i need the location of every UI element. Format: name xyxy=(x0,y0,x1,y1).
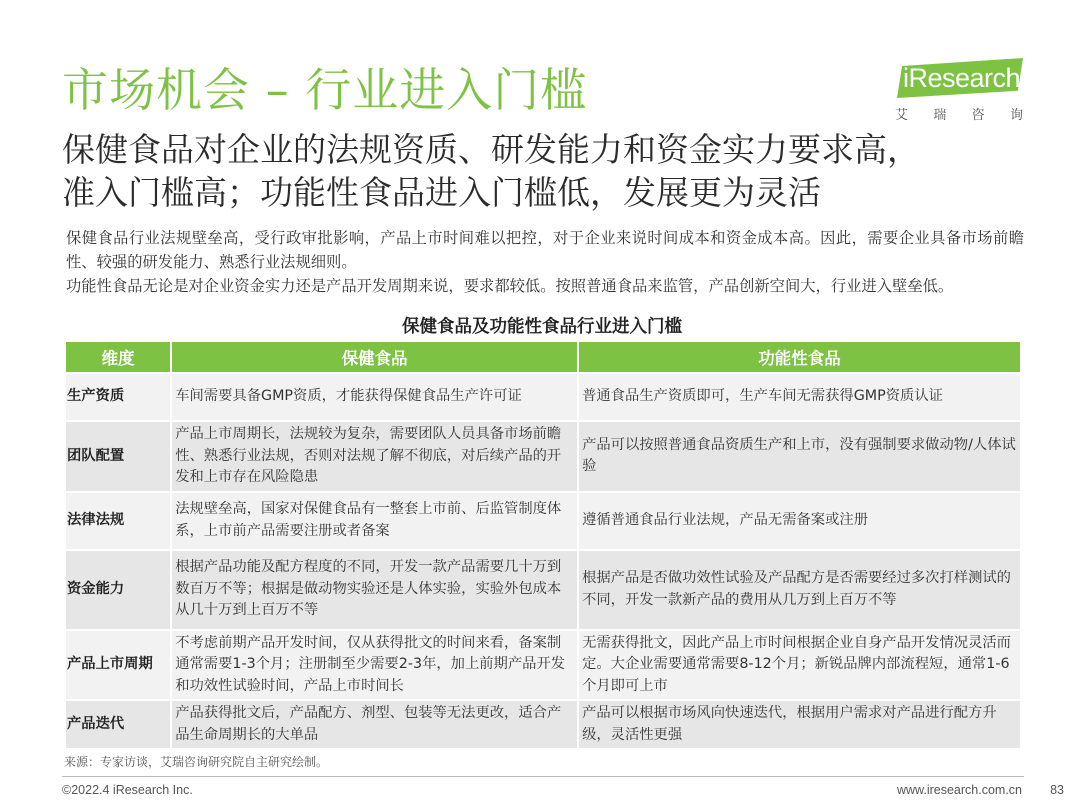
row-health-food: 法规壁垒高，国家对保健食品有一整套上市前、后监管制度体系，上市前产品需要注册或者备案 xyxy=(172,491,579,549)
table-row xyxy=(66,629,1020,700)
row-health-food: 产品上市周期长，法规较为复杂，需要团队人员具备市场前瞻性、熟悉行业法规，否则对法规了解不彻底，对后续产品的开发和上市存在风险隐患 xyxy=(172,420,579,491)
row-functional-food: 普通食品生产资质即可，生产车间无需获得GMP资质认证 xyxy=(579,372,1020,420)
summary-text xyxy=(66,226,1024,298)
logo-subtitle xyxy=(893,104,1025,123)
row-dimension: 团队配置 xyxy=(66,420,172,491)
table-row xyxy=(66,549,1020,629)
row-dimension: 产品上市周期 xyxy=(66,629,172,700)
row-health-food: 产品获得批文后，产品配方、剂型、包装等无法更改，适合产品生命周期长的大单品 xyxy=(172,699,579,748)
logo-char: 艾 xyxy=(895,108,909,123)
row-health-food: 不考虑前期产品开发时间，仅从获得批文的时间来看，备案制通常需要1-3个月；注册制至少需要2-3年，加上前期产品开发和功效性试验时间，产品上市时间长 xyxy=(172,629,579,700)
logo-char: 瑞 xyxy=(933,108,947,123)
page-number: 83 xyxy=(1050,783,1064,797)
headline-line-1: 保健食品对企业的法规资质、研发能力和资金实力要求高， xyxy=(62,130,920,169)
row-functional-food: 产品可以按照普通食品资质生产和上市，没有强制要求做动物/人体试验 xyxy=(579,420,1020,491)
logo-brand-text: iResearch xyxy=(903,63,1021,93)
headline-line-2: 准入门槛高；功能性食品进入门槛低，发展更为灵活 xyxy=(62,173,821,212)
headline xyxy=(62,128,1022,214)
header-health-food: 保健食品 xyxy=(172,342,579,372)
row-functional-food: 产品可以根据市场风向快速迭代，根据用户需求对产品进行配方升级，灵活性更强 xyxy=(579,699,1020,748)
summary-paragraph-functional: 功能性食品无论是对企业资金实力还是产品开发周期来说，要求都较低。按照普通食品来监管，产品创新空间大，行业进入壁垒低。 xyxy=(66,277,954,295)
table-header-row xyxy=(66,342,1020,372)
footer-divider xyxy=(62,776,1024,777)
table-row xyxy=(66,491,1020,549)
source-note: 来源：专家访谈，艾瑞咨询研究院自主研究绘制。 xyxy=(64,755,329,769)
iresearch-logo xyxy=(893,58,1025,128)
table-title: 保健食品及功能性食品行业进入门槛 xyxy=(402,317,682,337)
row-dimension: 资金能力 xyxy=(66,549,172,629)
footer-copyright: ©2022.4 iResearch Inc. xyxy=(62,783,193,797)
row-health-food: 根据产品功能及配方程度的不同，开发一款产品需要几十万到数百万不等；根据是做动物实验还是人体实验，实验外包成本从几十万到上百万不等 xyxy=(172,549,579,629)
table-row xyxy=(66,372,1020,420)
row-health-food: 车间需要具备GMP资质，才能获得保健食品生产许可证 xyxy=(172,372,579,420)
row-dimension: 法律法规 xyxy=(66,491,172,549)
row-dimension: 生产资质 xyxy=(66,372,172,420)
page-title: 市场机会 – 行业进入门槛 xyxy=(62,63,588,117)
header-functional-food: 功能性食品 xyxy=(579,342,1020,372)
entry-barrier-table xyxy=(66,342,1020,748)
footer-website: www.iresearch.com.cn xyxy=(896,783,1022,797)
summary-paragraph-health: 保健食品行业法规壁垒高，受行政审批影响，产品上市时间难以把控，对于企业来说时间成本和资金成本高。因此，需要企业具备市场前瞻性、较强的研发能力、熟悉行业法规细则。 xyxy=(66,229,1024,271)
row-functional-food: 根据产品是否做功效性试验及产品配方是否需要经过多次打样测试的不同，开发一款新产品的费用从几万到上百万不等 xyxy=(579,549,1020,629)
row-functional-food: 无需获得批文，因此产品上市时间根据企业自身产品开发情况灵活而定。大企业需要通常需要8-12个月；新锐品牌内部流程短，通常1-6个月即可上市 xyxy=(579,629,1020,700)
row-dimension: 产品迭代 xyxy=(66,699,172,748)
header-dimension: 维度 xyxy=(66,342,172,372)
table-row xyxy=(66,420,1020,491)
logo-char: 咨 xyxy=(971,108,985,123)
table-row xyxy=(66,699,1020,748)
row-functional-food: 遵循普通食品行业法规，产品无需备案或注册 xyxy=(579,491,1020,549)
logo-char: 询 xyxy=(1009,108,1023,123)
